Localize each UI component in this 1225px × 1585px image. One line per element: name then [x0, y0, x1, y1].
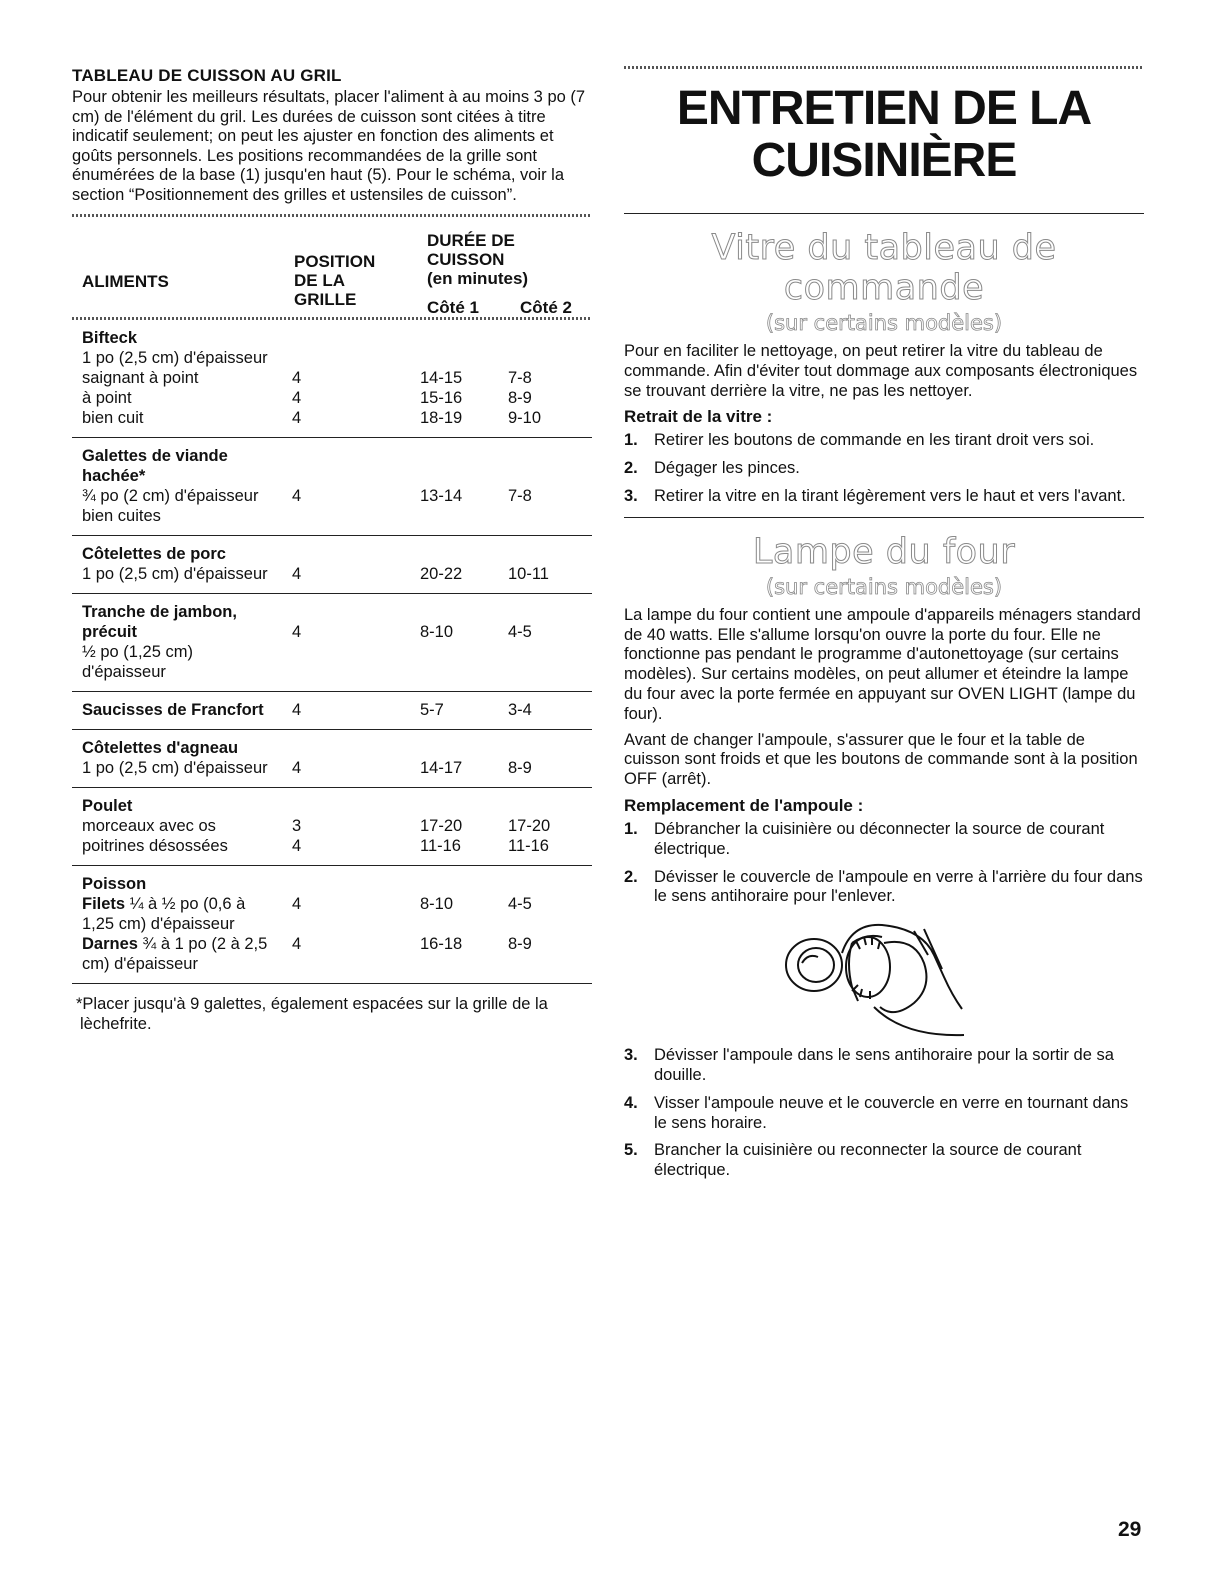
cell-position — [292, 466, 420, 486]
header-position: POSITION DE LA GRILLE — [294, 251, 376, 309]
cell-position: 4 — [292, 368, 302, 387]
oven-light-paragraph-2: Avant de changer l'ampoule, s'assurer que le four et la table de cuisson sont froids et que les boutons de commande sont à la position OFF (arrêt). — [624, 730, 1138, 789]
header-cote-1: Côté 1 — [427, 297, 479, 317]
step-text: Débrancher la cuisinière ou déconnecter la source de courant électrique. — [654, 819, 1105, 858]
page-title-line-2: CUISINIÈRE — [751, 134, 1017, 187]
cell-aliment: Côtelettes de porc — [82, 544, 226, 563]
cell-cote-2: 9-10 — [508, 408, 542, 427]
cell-aliment: 1 po (2,5 cm) d'épaisseur — [82, 348, 268, 367]
step-item — [624, 431, 1144, 451]
table-row — [72, 622, 592, 642]
cell-cote-1: 14-17 — [420, 758, 463, 777]
table-row — [72, 348, 592, 368]
cell-position: 4 — [292, 622, 302, 641]
cell-aliment: Saucisses de Francfort — [82, 700, 264, 719]
cell-cote-1 — [420, 662, 508, 682]
bulb-replacement-steps-a — [624, 820, 1144, 907]
cell-position — [292, 348, 420, 368]
table-row — [72, 328, 592, 348]
bulb-replacement-steps-b — [624, 1046, 1144, 1181]
cell-aliment: Poisson — [82, 874, 147, 893]
cell-cote-1 — [420, 348, 508, 368]
cell-position — [292, 642, 420, 662]
table-row — [72, 758, 592, 778]
step-item — [624, 1094, 1144, 1134]
table-row — [72, 874, 592, 894]
step-number: 1. — [624, 431, 638, 450]
cell-aliment — [72, 934, 292, 954]
step-number: 1. — [624, 819, 638, 838]
section-title-oven-light: Lampe du four — [752, 531, 1016, 572]
cell-cote-1 — [420, 466, 508, 486]
cell-aliment-text: ¼ à ½ po (0,6 à — [125, 894, 246, 913]
cell-cote-2 — [508, 348, 592, 368]
cell-aliment: saignant à point — [82, 368, 199, 387]
header-cote-2: Côté 2 — [520, 297, 572, 317]
cell-aliment-text: ¾ à 1 po (2 à 2,5 — [137, 934, 268, 953]
food-group — [72, 866, 592, 984]
cell-cote-2 — [508, 796, 592, 816]
food-group — [72, 320, 592, 438]
cell-cote-1 — [420, 506, 508, 526]
table-row — [72, 564, 592, 584]
step-text: Visser l'ampoule neuve et le couvercle en verre en tournant dans le sens horaire. — [654, 1093, 1129, 1132]
cell-cote-1: 11-16 — [420, 836, 461, 855]
cell-cote-2: 7-8 — [508, 368, 532, 387]
step-text: Retirer la vitre en la tirant légèrement vers le haut et vers l'avant. — [654, 486, 1126, 505]
cell-position — [292, 796, 420, 816]
step-number: 3. — [624, 1046, 638, 1065]
cell-position — [292, 506, 420, 526]
cell-position: 4 — [292, 894, 302, 913]
step-number: 2. — [624, 867, 638, 886]
step-text: Retirer les boutons de commande en les tirant droit vers soi. — [654, 431, 1095, 450]
section-title-control-panel-glass: Vitre du tableau de commande — [711, 228, 1057, 308]
cell-position: 4 — [292, 564, 302, 583]
step-number: 5. — [624, 1141, 638, 1160]
cell-cote-2 — [508, 466, 592, 486]
cell-cote-2: 7-8 — [508, 486, 532, 505]
cell-position: 3 — [292, 816, 302, 835]
cell-aliment: ¾ po (2 cm) d'épaisseur — [82, 486, 259, 505]
bulb-cover-illustration — [764, 913, 984, 1038]
page-title-line-1: ENTRETIEN DE LA — [676, 82, 1092, 135]
food-group — [72, 536, 592, 594]
cell-aliment: poitrines désossées — [82, 836, 228, 855]
step-text: Dévisser le couvercle de l'ampoule en verre à l'arrière du four dans le sens antihoraire pour l'enlever. — [654, 867, 1143, 906]
table-row — [72, 894, 592, 914]
step-number: 2. — [624, 459, 638, 478]
cell-position: 4 — [292, 758, 302, 777]
cell-cote-1 — [420, 602, 508, 622]
table-row — [72, 446, 592, 466]
cell-cote-1: 8-10 — [420, 894, 454, 913]
page-title — [624, 83, 1144, 187]
cell-cote-1: 15-16 — [420, 388, 463, 407]
cell-cote-2 — [508, 602, 592, 622]
step-item — [624, 459, 1144, 479]
control-panel-paragraph: Pour en faciliter le nettoyage, on peut retirer la vitre du tableau de commande. Afin d'éviter tout dommage aux composants électroniques se trouvant derrière la vitre, ne pas les nettoyer. — [624, 342, 1138, 400]
cell-cote-2 — [508, 328, 592, 348]
cell-position: 4 — [292, 700, 302, 719]
cell-position — [292, 954, 420, 974]
table-row — [72, 602, 592, 622]
table-row — [72, 816, 592, 836]
cell-cote-2 — [508, 954, 592, 974]
cell-position — [292, 544, 420, 564]
table-row — [72, 738, 592, 758]
food-group — [72, 594, 592, 692]
cell-cote-1: 14-15 — [420, 368, 463, 387]
cell-position — [292, 738, 420, 758]
cell-position: 4 — [292, 836, 302, 855]
step-item — [624, 868, 1144, 908]
section-subtitle-models-2: (sur certains modèles) — [765, 574, 1003, 599]
step-text: Dévisser l'ampoule dans le sens antihoraire pour la sortir de sa douille. — [654, 1046, 1114, 1084]
cell-aliment: morceaux avec os — [82, 816, 216, 835]
table-row — [72, 544, 592, 564]
cell-aliment: Côtelettes d'agneau — [82, 738, 239, 757]
cell-aliment — [72, 894, 292, 914]
cell-cote-2 — [508, 738, 592, 758]
step-text: Brancher la cuisinière ou reconnecter la source de courant électrique. — [654, 1141, 1082, 1180]
cell-cote-2 — [508, 874, 592, 894]
table-row — [72, 388, 592, 408]
cell-cote-2 — [508, 506, 592, 526]
cell-cote-1 — [420, 446, 508, 466]
cell-cote-1 — [420, 874, 508, 894]
table-row — [72, 796, 592, 816]
cell-cote-2: 4-5 — [508, 622, 532, 641]
table-row — [72, 836, 592, 856]
cell-position: 4 — [292, 388, 302, 407]
cell-aliment: précuit — [82, 622, 138, 641]
broil-chart-heading: TABLEAU DE CUISSON AU GRIL — [72, 66, 342, 85]
table-row — [72, 408, 592, 428]
cell-aliment: bien cuites — [82, 506, 161, 525]
cell-cote-2: 10-11 — [508, 564, 549, 583]
table-row — [72, 914, 592, 934]
cell-cote-2: 17-20 — [508, 816, 551, 835]
cell-cote-1 — [420, 796, 508, 816]
cell-cote-2 — [508, 914, 592, 934]
table-row — [72, 466, 592, 486]
cell-aliment: 1 po (2,5 cm) d'épaisseur — [82, 758, 268, 777]
step-text: Dégager les pinces. — [654, 459, 800, 478]
cell-cote-1: 8-10 — [420, 622, 454, 641]
title-top-rule — [624, 66, 1144, 69]
cell-position: 4 — [292, 934, 302, 953]
cell-cote-1: 16-18 — [420, 934, 463, 953]
cell-aliment: Tranche de jambon, — [82, 602, 237, 621]
cell-aliment-bold: Darnes — [82, 934, 138, 953]
cell-aliment: Bifteck — [82, 328, 138, 347]
table-row — [72, 368, 592, 388]
food-group — [72, 730, 592, 788]
step-item — [624, 487, 1144, 507]
cell-position — [292, 328, 420, 348]
step-item — [624, 820, 1144, 860]
cell-aliment: d'épaisseur — [82, 662, 166, 681]
cell-aliment: Galettes de viande — [82, 446, 228, 465]
step-item — [624, 1141, 1144, 1181]
page-number: 29 — [1118, 1518, 1142, 1541]
cell-aliment: cm) d'épaisseur — [82, 954, 198, 973]
oven-light-paragraph-1: La lampe du four contient une ampoule d'appareils ménagers standard de 40 watts. Elle s'allume lorsqu'on ouvre la porte du four. Elle ne fonctionne pas pendant le programme d'autonettoyage (sur certains modèles). Sur certains modèles, on peut allumer et éteindre la lampe du four avec la porte fermée en appuyant sur OVEN LIGHT (lampe du four). — [624, 605, 1141, 723]
table-header — [72, 217, 592, 317]
cell-cote-1 — [420, 328, 508, 348]
table-row — [72, 486, 592, 506]
cell-aliment: 1,25 cm) d'épaisseur — [82, 914, 235, 933]
cell-cote-2: 3-4 — [508, 700, 532, 719]
cell-cote-1: 17-20 — [420, 816, 463, 835]
table-row — [72, 700, 592, 720]
cell-aliment: hachée* — [82, 466, 146, 485]
section-rule-2 — [624, 517, 1144, 518]
left-column — [72, 66, 592, 1034]
header-duree: DURÉE DE CUISSON (en minutes) — [427, 230, 529, 288]
cell-position — [292, 874, 420, 894]
cell-cote-1 — [420, 642, 508, 662]
section-rule-1 — [624, 213, 1144, 214]
step-number: 4. — [624, 1093, 638, 1112]
cell-cote-2 — [508, 642, 592, 662]
cell-cote-2: 8-9 — [508, 934, 532, 953]
step-item — [624, 1046, 1144, 1086]
bulb-replacement-heading: Remplacement de l'ampoule : — [624, 795, 864, 815]
cell-cote-2: 8-9 — [508, 388, 532, 407]
cell-aliment: Poulet — [82, 796, 133, 815]
cell-position — [292, 446, 420, 466]
broil-chart-intro: Pour obtenir les meilleurs résultats, placer l'aliment à au moins 3 po (7 cm) de l'élément du gril. Les durées de cuisson sont citées à titre indicatif seulement; on peut les ajuster en fonction des aliments et goûts personnels. Les positions recommandées de la grille sont énumérées de la base (1) jusqu'en haut (5). Pour le schéma, voir la section “Positionnement des grilles et ustensiles de cuisson”. — [72, 88, 586, 204]
table-row — [72, 934, 592, 954]
cell-aliment-bold: Filets — [82, 894, 126, 913]
cell-cote-1 — [420, 738, 508, 758]
cell-position — [292, 914, 420, 934]
glass-removal-heading: Retrait de la vitre : — [624, 407, 773, 427]
cell-aliment: bien cuit — [82, 408, 144, 427]
cell-aliment: à point — [82, 388, 132, 407]
cell-cote-1: 18-19 — [420, 408, 463, 427]
glass-removal-steps — [624, 431, 1144, 506]
table-row — [72, 506, 592, 526]
table-row — [72, 662, 592, 682]
cell-cote-1 — [420, 544, 508, 564]
cell-position: 4 — [292, 486, 302, 505]
cell-cote-2 — [508, 446, 592, 466]
cell-cote-2: 8-9 — [508, 758, 532, 777]
cell-cote-1: 20-22 — [420, 564, 463, 583]
table-row — [72, 642, 592, 662]
cell-cote-2: 4-5 — [508, 894, 532, 913]
footnote: *Placer jusqu'à 9 galettes, également espacées sur la grille de la lèchefrite. — [76, 994, 548, 1033]
cell-position — [292, 602, 420, 622]
cell-cote-2: 11-16 — [508, 836, 549, 855]
right-column — [624, 66, 1144, 1191]
cell-cote-2 — [508, 544, 592, 564]
cell-cote-2 — [508, 662, 592, 682]
food-group — [72, 692, 592, 730]
table-row — [72, 954, 592, 974]
cell-cote-1 — [420, 954, 508, 974]
cell-cote-1: 13-14 — [420, 486, 463, 505]
cell-cote-1: 5-7 — [420, 700, 444, 719]
cell-aliment: 1 po (2,5 cm) d'épaisseur — [82, 564, 268, 583]
cell-aliment: ½ po (1,25 cm) — [82, 642, 193, 661]
food-group — [72, 788, 592, 866]
cell-position: 4 — [292, 408, 302, 427]
cell-position — [292, 662, 420, 682]
cell-cote-1 — [420, 914, 508, 934]
food-group — [72, 438, 592, 536]
section-subtitle-models: (sur certains modèles) — [765, 311, 1003, 335]
header-aliments: ALIMENTS — [82, 271, 169, 291]
table-body — [72, 320, 592, 984]
step-number: 3. — [624, 486, 638, 505]
